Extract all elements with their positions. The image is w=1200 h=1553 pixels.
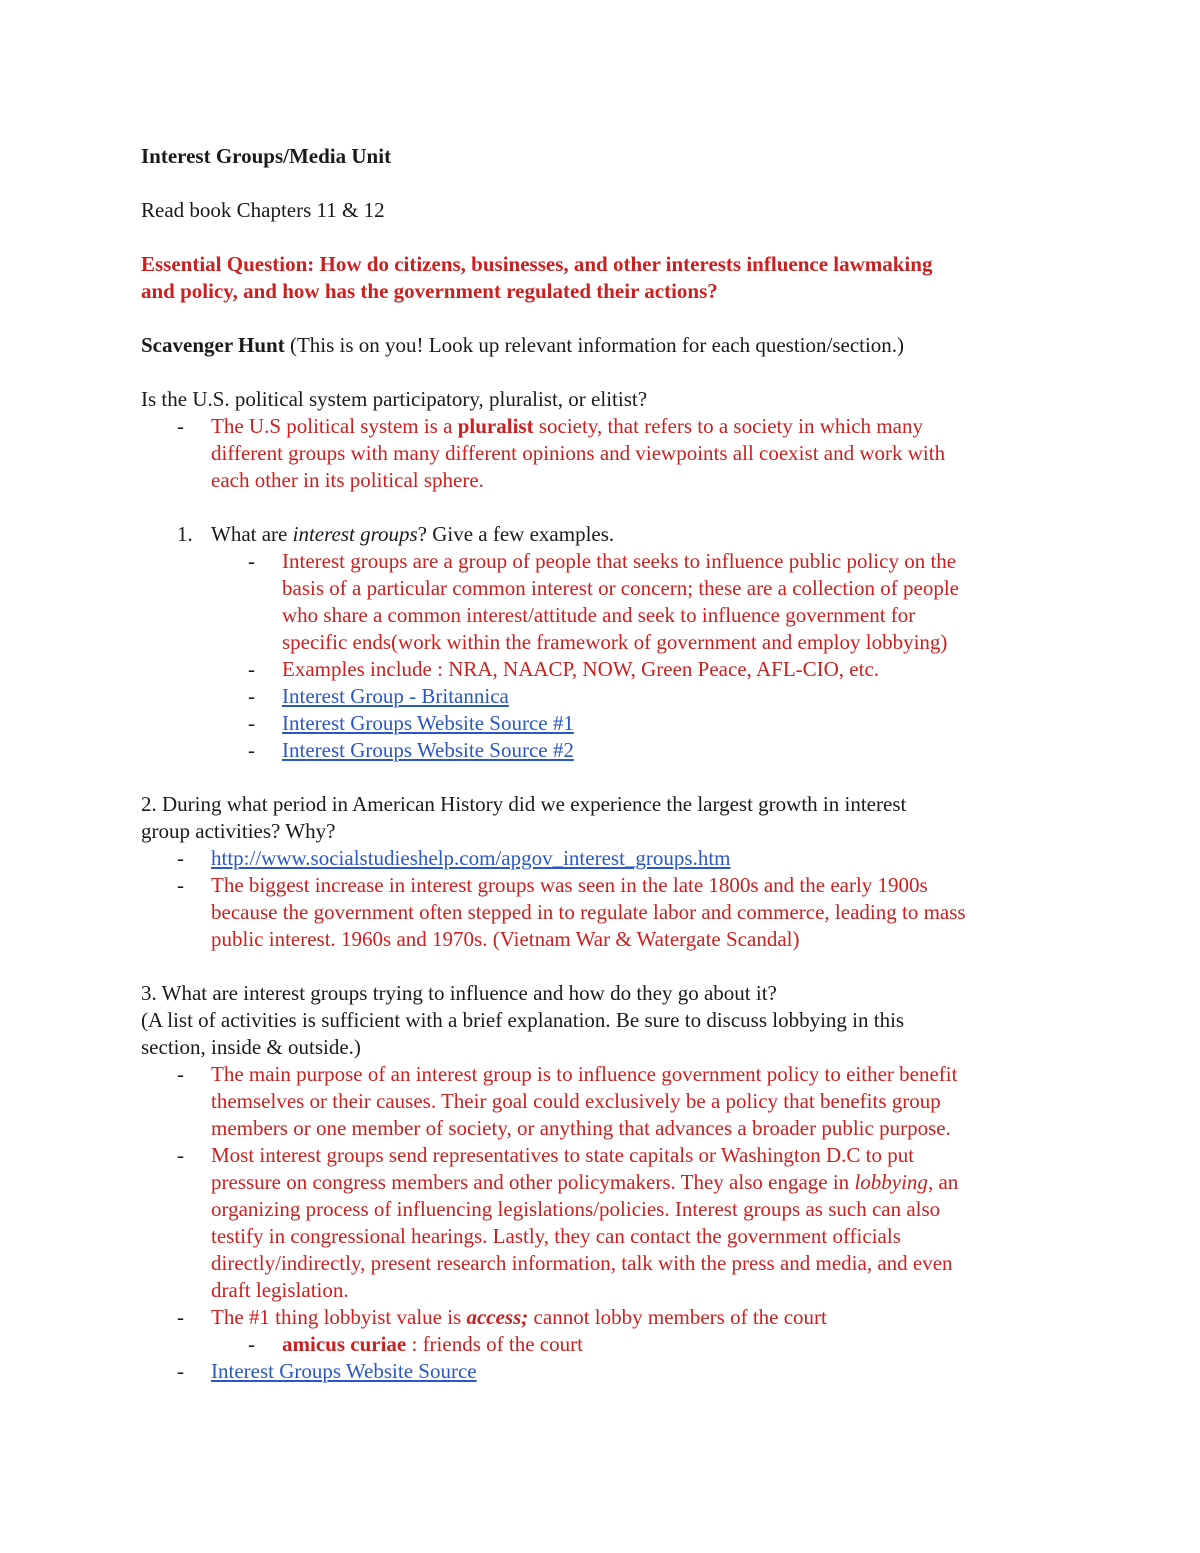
bullet-dash: - <box>248 684 255 708</box>
question-2-line-1: 2. During what period in American History did we experience the largest growth in interest <box>141 792 907 816</box>
bullet-dash: - <box>248 549 255 573</box>
q3-answer-line: The main purpose of an interest group is to influence government policy to either benefit <box>211 1062 958 1086</box>
amicus-curiae-term: amicus curiae <box>282 1332 407 1356</box>
scavenger-hunt-label: Scavenger Hunt <box>141 333 285 357</box>
q2-answer-line: because the government often stepped in to regulate labor and commerce, leading to mass <box>211 900 966 924</box>
essential-question-line-1: Essential Question: How do citizens, businesses, and other interests influence lawmaking <box>141 252 933 276</box>
britannica-link[interactable]: Interest Group - Britannica <box>282 684 509 708</box>
intro-answer-line-1: The U.S political system is a pluralist society, that refers to a society in which many <box>211 414 923 438</box>
pluralist-term: pluralist <box>457 414 534 438</box>
source-2-link[interactable]: Interest Groups Website Source #2 <box>282 738 574 762</box>
q2-answer <box>141 872 1071 953</box>
question-3-line-1: 3. What are interest groups trying to influence and how do they go about it? <box>141 981 777 1005</box>
intro-answer-line-3: each other in its political sphere. <box>211 468 484 492</box>
bullet-dash: - <box>248 1332 255 1356</box>
document-page <box>141 143 1071 1385</box>
intro-answer <box>141 413 1071 494</box>
scavenger-hunt-note: (This is on you! Look up relevant information for each question/section.) <box>284 333 905 357</box>
q3-answer-amicus <box>141 1331 1071 1358</box>
q3-answer-methods <box>141 1142 1071 1304</box>
intro-answer-line-2: different groups with many different opinions and viewpoints all coexist and work with <box>211 441 946 465</box>
q3-answer-line: members or one member of society, or anything that advances a broader public purpose. <box>211 1116 951 1140</box>
bullet-dash: - <box>177 1143 184 1167</box>
question-1 <box>141 521 1071 548</box>
socialstudieshelp-link[interactable]: http://www.socialstudieshelp.com/apgov_interest_groups.htm <box>211 846 731 870</box>
q3-link-item <box>141 1358 1071 1385</box>
question-3-line-3: section, inside & outside.) <box>141 1035 361 1059</box>
q3-answer-line: directly/indirectly, present research information, talk with the press and media, and even <box>211 1251 953 1275</box>
q3-answer-purpose <box>141 1061 1071 1142</box>
question-1-text: What are interest groups? Give a few examples. <box>211 522 615 546</box>
q1-answer-definition <box>141 548 1071 656</box>
bullet-dash: - <box>177 846 184 870</box>
reading-assignment: Read book Chapters 11 & 12 <box>141 198 385 222</box>
question-2-line-2: group activities? Why? <box>141 819 336 843</box>
q3-answer-line: The #1 thing lobbyist value is access; cannot lobby members of the court <box>211 1305 827 1329</box>
source-1-link[interactable]: Interest Groups Website Source #1 <box>282 711 574 735</box>
q1-answer-line: specific ends(work within the framework of government and employ lobbying) <box>282 630 948 654</box>
bullet-dash: - <box>248 738 255 762</box>
q1-link-item <box>141 737 1071 764</box>
bullet-dash: - <box>177 1305 184 1329</box>
bullet-dash: - <box>177 1062 184 1086</box>
bullet-dash: - <box>177 873 184 897</box>
lobbying-term: lobbying <box>854 1170 928 1194</box>
bullet-dash: - <box>177 414 184 438</box>
q3-answer-line: amicus curiae : friends of the court <box>282 1332 583 1356</box>
bullet-dash: - <box>248 657 255 681</box>
q1-link-item <box>141 683 1071 710</box>
q2-answer-line: public interest. 1960s and 1970s. (Vietnam War & Watergate Scandal) <box>211 927 800 951</box>
q3-answer-access <box>141 1304 1071 1331</box>
document-title: Interest Groups/Media Unit <box>141 144 392 168</box>
q1-examples-text: Examples include : NRA, NAACP, NOW, Green Peace, AFL-CIO, etc. <box>282 657 880 681</box>
q3-answer-line: organizing process of influencing legislations/policies. Interest groups as such can also <box>211 1197 941 1221</box>
q3-answer-line: themselves or their causes. Their goal could exclusively be a policy that benefits group <box>211 1089 941 1113</box>
scavenger-hunt-heading <box>141 332 1071 359</box>
intro-question: Is the U.S. political system participatory, pluralist, or elitist? <box>141 387 648 411</box>
q1-link-item <box>141 710 1071 737</box>
bullet-dash: - <box>248 711 255 735</box>
q1-answer-line: Interest groups are a group of people that seeks to influence public policy on the <box>282 549 957 573</box>
q3-answer-line: testify in congressional hearings. Lastly, they can contact the government officials <box>211 1224 901 1248</box>
question-3-line-2: (A list of activities is sufficient with a brief explanation. Be sure to discuss lobbying in this <box>141 1008 905 1032</box>
access-term: access; <box>466 1305 529 1329</box>
q3-answer-line: draft legislation. <box>211 1278 349 1302</box>
q1-answer-line: who share a common interest/attitude and seek to influence government for <box>282 603 916 627</box>
q1-answer-line: basis of a particular common interest or concern; these are a collection of people <box>282 576 959 600</box>
essential-question-line-2: and policy, and how has the government regulated their actions? <box>141 279 718 303</box>
q2-answer-line: The biggest increase in interest groups was seen in the late 1800s and the early 1900s <box>211 873 928 897</box>
bullet-dash: - <box>177 1359 184 1383</box>
q3-answer-line: Most interest groups send representatives to state capitals or Washington D.C to put <box>211 1143 915 1167</box>
q3-answer-line: pressure on congress members and other policymakers. They also engage in lobbying, an <box>211 1170 959 1194</box>
q2-link-item <box>141 845 1071 872</box>
question-1-number: 1. <box>177 522 193 546</box>
q3-source-link[interactable]: Interest Groups Website Source <box>211 1359 477 1383</box>
q1-answer-examples <box>141 656 1071 683</box>
